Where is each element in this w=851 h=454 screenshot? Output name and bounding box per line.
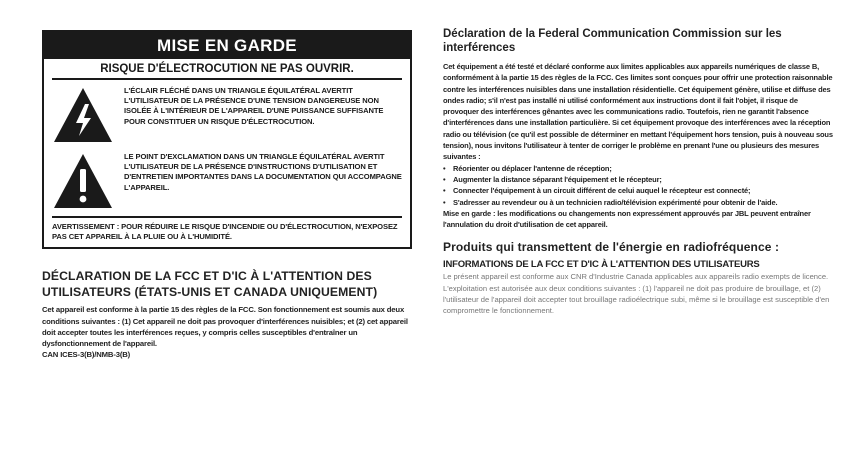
left-column bbox=[42, 30, 412, 360]
caution-paragraph bbox=[443, 208, 833, 231]
caution-text: les modifications ou changements non expressément approuvés par JBL peuvent entraîner l'annulation du droit d'utilisation de cet appareil. bbox=[443, 208, 811, 230]
fcc-interference-text: Cet équipement a été testé et déclaré conforme aux limites applicables aux appareils numériques de classe B, conformément à la partie 15 des règles de la FCC. Ces limites sont conçues pour offrir une protection raisonnable contre les interférences nuisibles dans une installation résidentielle. Cet équipement génère, utilise et diffuse des ondes radio; s'il n'est pas installé ni utilisé conformément aux instructions dont il fait l'objet, il risque de provoquer des interférences gênantes avec les communications radio. Toutefois, rien ne garantit l'absence d'interférences dans une installation particulière. Si cet équipement provoque des interférences avec la réception radio ou télévision (ce qu'il est possible de déterminer en mettant l'équipement hors tension, puis à nouveau sous tension), nous invitons l'utilisateur à tenter de corriger le problème en prenant l'une ou plusieurs des mesures suivantes : bbox=[443, 62, 833, 162]
fcc-users-title: DÉCLARATION DE LA FCC ET D'IC À L'ATTENTION DES UTILISATEURS (ÉTATS-UNIS ET CANADA UNIQUEMENT) bbox=[42, 269, 378, 299]
lightning-triangle-icon bbox=[52, 86, 114, 144]
rf-title: Produits qui transmettent de l'énergie en radiofréquence : bbox=[443, 240, 780, 255]
exclamation-triangle-icon bbox=[52, 152, 114, 210]
warning-header: MISE EN GARDE bbox=[44, 32, 410, 59]
fcc-users-text: Cet appareil est conforme à la partie 15 des règles de la FCC. Son fonctionnement est soumis aux deux conditions suivantes : (1) Cet appareil ne doit pas provoquer d'interférences nuisibles; et (2) cet appareil doit accepter toutes les interférences reçues, y compris celles susceptibles d'entraîner un dysfonctionnement de l'appareil. bbox=[42, 305, 408, 349]
list-item: • Connecter l'équipement à un circuit différent de celui auquel le récepteur est connecté; bbox=[443, 185, 833, 196]
fcc-users-body bbox=[42, 304, 412, 360]
caution-label: Mise en garde : bbox=[443, 208, 496, 218]
warning-item-instructions bbox=[44, 144, 410, 210]
warning-item-text: L'ÉCLAIR FLÉCHÉ DANS UN TRIANGLE ÉQUILATÉRAL AVERTIT L'UTILISATEUR DE LA PRÉSENCE D'UNE TENSION DANGEREUSE NON ISOLÉE À L'INTÉRIEUR DE L'APPAREIL D'UNE PUISSANCE SUFFISANTE POUR CONSTITUER UN RISQUE D'ÉLECTROCUTION. bbox=[124, 86, 384, 126]
warning-item-text: LE POINT D'EXCLAMATION DANS UN TRIANGLE ÉQUILATÉRAL AVERTIT L'UTILISATEUR DE LA PRÉSENCE D'INSTRUCTIONS D'UTILISATION ET D'ENTRETIEN IMPORTANTES DANS LA DOCUMENTATION QUI ACCOMPAGNE L'APPAREIL. bbox=[124, 152, 402, 192]
warning-item-electrocution bbox=[44, 80, 410, 144]
rf-subtitle: INFORMATIONS DE LA FCC ET D'IC À L'ATTENTION DES UTILISATEURS bbox=[443, 259, 760, 271]
warning-subheader: RISQUE D'ÉLECTROCUTION NE PAS OUVRIR. bbox=[52, 59, 402, 80]
list-item: • Augmenter la distance séparant l'équipement et le récepteur; bbox=[443, 174, 833, 185]
warning-footer: AVERTISSEMENT : POUR RÉDUIRE LE RISQUE D'INCENDIE OU D'ÉLECTROCUTION, N'EXPOSEZ PAS CET APPAREIL À LA PLUIE OU À L'HUMIDITÉ. bbox=[52, 216, 402, 247]
right-column bbox=[443, 28, 833, 317]
warning-box bbox=[42, 30, 412, 249]
fcc-interference-body bbox=[443, 61, 833, 230]
measures-list bbox=[443, 163, 833, 208]
fcc-interference-title: Déclaration de la Federal Communication Commission sur les interférences bbox=[443, 28, 782, 54]
fcc-users-code: CAN ICES-3(B)/NMB-3(B) bbox=[42, 350, 131, 360]
list-item: • Réorienter ou déplacer l'antenne de réception; bbox=[443, 163, 833, 174]
rf-body: Le présent appareil est conforme aux CNR d'Industrie Canada applicables aux appareils radio exempts de licence. L'exploitation est autorisée aux deux conditions suivantes : (1) l'appareil ne doit pas produire de brouillage, et (2) l'utilisateur de l'appareil doit accepter tout brouillage radioélectrique subi, même si le brouillage est susceptible d'en compromettre le fonctionnement. bbox=[443, 272, 830, 316]
list-item: • S'adresser au revendeur ou à un technicien radio/télévision expérimenté pour obtenir de l'aide. bbox=[443, 197, 833, 208]
